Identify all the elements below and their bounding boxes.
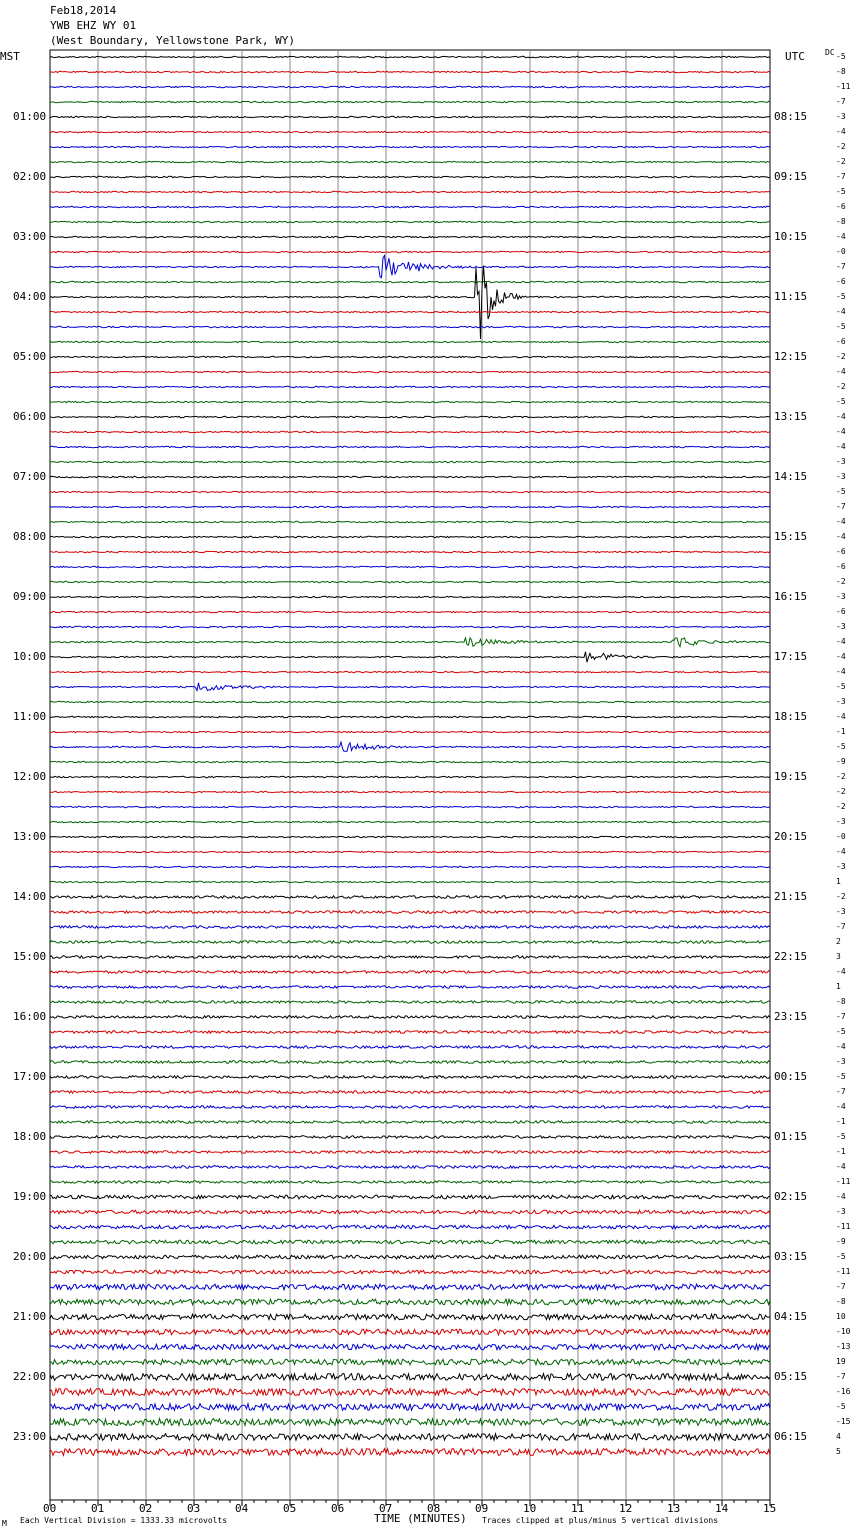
dc-offset-label: -3 [836, 592, 846, 601]
x-tick-label: 11 [571, 1502, 585, 1515]
dc-offset-label: -7 [836, 1087, 846, 1096]
seismogram-trace [50, 566, 770, 567]
seismogram-trace [50, 1091, 770, 1094]
x-tick-label: 05 [283, 1502, 297, 1515]
dc-offset-label: -9 [836, 757, 846, 766]
seismogram-trace [50, 581, 770, 582]
dc-offset-label: -2 [836, 892, 846, 901]
seismogram-trace [50, 401, 770, 402]
seismogram-trace [50, 851, 770, 852]
dc-offset-label: -4 [836, 667, 846, 676]
seismogram-trace [50, 371, 770, 372]
x-tick-label: 10 [523, 1502, 537, 1515]
seismogram-trace [50, 821, 770, 822]
utc-hour-label: 19:15 [774, 770, 808, 783]
seismogram-trace [50, 971, 770, 974]
utc-hour-label: 09:15 [774, 170, 808, 183]
seismogram-trace [50, 506, 770, 507]
seismogram-trace [50, 671, 770, 672]
utc-hour-label: 02:15 [774, 1190, 808, 1203]
seismogram-trace [50, 1166, 770, 1169]
seismogram-trace [50, 161, 770, 162]
dc-offset-label: -1 [836, 1147, 846, 1156]
dc-offset-label: -7 [836, 922, 846, 931]
mst-hour-label: 22:00 [13, 1370, 47, 1383]
dc-offset-label: -4 [836, 427, 846, 436]
seismogram-trace [50, 956, 770, 959]
dc-offset-label: -11 [836, 1177, 850, 1186]
utc-hour-label: 18:15 [774, 710, 808, 723]
seismogram-trace [50, 806, 770, 807]
seismogram-trace [50, 1434, 770, 1441]
mst-hour-label: 18:00 [13, 1130, 47, 1143]
mst-hour-label: 17:00 [13, 1070, 47, 1083]
dc-offset-label: -3 [836, 1207, 846, 1216]
mst-hour-label: 03:00 [13, 230, 47, 243]
dc-offset-label: 1 [836, 982, 841, 991]
seismogram-trace [50, 1374, 770, 1381]
seismogram-trace [50, 926, 770, 929]
seismogram-trace [50, 1240, 770, 1244]
mst-hour-label: 10:00 [13, 650, 47, 663]
dc-offset-label: -0 [836, 832, 846, 841]
mst-hour-label: 15:00 [13, 950, 47, 963]
dc-offset-label: -5 [836, 1132, 846, 1141]
seismogram-trace [50, 101, 770, 102]
seismogram-trace [50, 596, 770, 597]
seismogram-trace [50, 491, 770, 492]
utc-hour-label: 13:15 [774, 410, 808, 423]
dc-offset-label: -2 [836, 577, 846, 586]
dc-offset-label: -3 [836, 472, 846, 481]
seismogram-trace [50, 131, 770, 132]
seismogram-trace [50, 626, 770, 627]
dc-offset-label: -4 [836, 367, 846, 376]
seismogram-trace [50, 521, 770, 522]
dc-offset-label: -5 [836, 487, 846, 496]
seismogram-trace [50, 836, 770, 837]
mst-hour-label: 06:00 [13, 410, 47, 423]
seismogram-trace [50, 416, 770, 417]
utc-hour-label: 11:15 [774, 290, 808, 303]
seismogram-trace [50, 791, 770, 792]
mst-hour-label: 23:00 [13, 1430, 47, 1443]
x-tick-label: 01 [91, 1502, 105, 1515]
seismogram-trace [50, 446, 770, 447]
dc-offset-label: -7 [836, 97, 846, 106]
dc-offset-label: -4 [836, 232, 846, 241]
dc-offset-label: 2 [836, 937, 841, 946]
seismogram-trace [50, 701, 770, 702]
dc-offset-label: -7 [836, 502, 846, 511]
seismogram-trace [50, 1255, 770, 1259]
x-tick-label: 14 [715, 1502, 729, 1515]
mst-hour-label: 05:00 [13, 350, 47, 363]
dc-offset-label: -5 [836, 322, 846, 331]
seismogram-trace [50, 356, 770, 357]
dc-offset-label: -7 [836, 172, 846, 181]
mst-hour-label: 08:00 [13, 530, 47, 543]
dc-offset-label: -3 [836, 817, 846, 826]
seismogram-trace [50, 1449, 770, 1456]
dc-offset-label: -8 [836, 67, 846, 76]
dc-offset-label: -4 [836, 652, 846, 661]
dc-offset-label: -0 [836, 247, 846, 256]
dc-offset-label: -11 [836, 1222, 850, 1231]
utc-hour-label: 22:15 [774, 950, 808, 963]
seismogram-trace [50, 1344, 770, 1350]
utc-hour-label: 21:15 [774, 890, 808, 903]
dc-offset-label: 10 [836, 1312, 846, 1321]
dc-offset-label: -4 [836, 307, 846, 316]
mst-axis-title: MST [0, 50, 20, 63]
seismogram-trace [50, 866, 770, 867]
dc-offset-label: -1 [836, 727, 846, 736]
seismogram-trace [50, 1181, 770, 1184]
dc-offset-label: -1 [836, 1117, 846, 1126]
dc-offset-label: -5 [836, 52, 846, 61]
dc-offset-label: -5 [836, 682, 846, 691]
dc-offset-label: -11 [836, 1267, 850, 1276]
seismogram-trace [50, 1001, 770, 1004]
utc-hour-label: 20:15 [774, 830, 808, 843]
seismogram-trace [50, 1329, 770, 1335]
dc-offset-label: -5 [836, 1027, 846, 1036]
dc-offset-label: -5 [836, 742, 846, 751]
dc-offset-label: -3 [836, 907, 846, 916]
station-location: (West Boundary, Yellowstone Park, WY) [50, 34, 296, 47]
dc-offset-label: -7 [836, 1012, 846, 1021]
seismogram-trace [50, 881, 770, 882]
dc-offset-label: -5 [836, 1072, 846, 1081]
mst-hour-label: 11:00 [13, 710, 47, 723]
seismogram-trace [50, 1106, 770, 1109]
utc-hour-label: 05:15 [774, 1370, 808, 1383]
dc-offset-label: -6 [836, 562, 846, 571]
seismogram-trace [50, 1419, 770, 1426]
utc-hour-label: 06:15 [774, 1430, 808, 1443]
seismogram-trace [50, 941, 770, 944]
dc-offset-label: -8 [836, 997, 846, 1006]
seismogram-trace [50, 1076, 770, 1079]
utc-hour-label: 14:15 [774, 470, 808, 483]
seismogram-trace [50, 1031, 770, 1034]
x-tick-label: 06 [331, 1502, 345, 1515]
seismogram-trace [50, 1210, 770, 1214]
seismogram-trace [50, 176, 770, 177]
dc-offset-label: -3 [836, 1057, 846, 1066]
mst-hour-label: 02:00 [13, 170, 47, 183]
dc-offset-label: -6 [836, 337, 846, 346]
seismogram-trace [50, 86, 770, 87]
dc-offset-label: -10 [836, 1327, 850, 1336]
utc-hour-label: 15:15 [774, 530, 808, 543]
seismogram-trace [50, 716, 770, 717]
seismogram-trace [50, 683, 770, 691]
seismogram-trace [50, 776, 770, 777]
x-tick-label: 13 [667, 1502, 681, 1515]
seismogram-trace [50, 341, 770, 342]
seismogram-trace [50, 1016, 770, 1019]
utc-hour-label: 00:15 [774, 1070, 808, 1083]
seismogram-trace [50, 116, 770, 117]
seismogram-trace [50, 731, 770, 732]
utc-hour-label: 01:15 [774, 1130, 808, 1143]
x-tick-label: 03 [187, 1502, 201, 1515]
seismogram-trace [50, 911, 770, 914]
dc-offset-label: 3 [836, 952, 841, 961]
dc-offset-label: -4 [836, 442, 846, 451]
dc-offset-label: 1 [836, 877, 841, 886]
dc-offset-label: -4 [836, 127, 846, 136]
station-code: YWB EHZ WY 01 [50, 19, 137, 32]
dc-column-title: DC [825, 48, 835, 57]
mst-hour-label: 21:00 [13, 1310, 47, 1323]
dc-offset-label: 5 [836, 1447, 841, 1456]
seismogram-trace [50, 1151, 770, 1154]
seismogram-trace [50, 611, 770, 612]
seismogram-trace [50, 191, 770, 192]
dc-offset-label: -5 [836, 1252, 846, 1261]
dc-offset-label: -4 [836, 1162, 846, 1171]
seismogram-trace [50, 236, 770, 237]
mst-hour-label: 16:00 [13, 1010, 47, 1023]
seismogram-trace [50, 1225, 770, 1229]
utc-hour-label: 08:15 [774, 110, 808, 123]
clip-note: Traces clipped at plus/minus 5 vertical divisions [482, 1516, 719, 1525]
utc-hour-label: 16:15 [774, 590, 808, 603]
utc-hour-label: 10:15 [774, 230, 808, 243]
x-tick-label: 15 [763, 1502, 777, 1515]
x-tick-label: 02 [139, 1502, 153, 1515]
dc-offset-label: -11 [836, 82, 850, 91]
dc-offset-label: -5 [836, 1402, 846, 1411]
mst-hour-label: 19:00 [13, 1190, 47, 1203]
dc-offset-label: -4 [836, 637, 846, 646]
dc-offset-label: -4 [836, 712, 846, 721]
seismogram-trace [50, 221, 770, 222]
dc-offset-label: -4 [836, 1102, 846, 1111]
mst-hour-label: 13:00 [13, 830, 47, 843]
dc-offset-label: -7 [836, 1372, 846, 1381]
dc-offset-label: -4 [836, 517, 846, 526]
seismogram-trace [50, 326, 770, 327]
dc-offset-label: -5 [836, 292, 846, 301]
x-tick-label: 09 [475, 1502, 489, 1515]
utc-hour-label: 04:15 [774, 1310, 808, 1323]
seismogram-trace [50, 652, 770, 662]
dc-offset-label: -4 [836, 532, 846, 541]
utc-axis-title: UTC [785, 50, 805, 63]
seismogram-trace [50, 256, 770, 278]
seismogram-trace [50, 461, 770, 462]
dc-offset-label: -2 [836, 787, 846, 796]
dc-offset-label: -3 [836, 457, 846, 466]
mst-hour-label: 07:00 [13, 470, 47, 483]
dc-offset-label: -2 [836, 802, 846, 811]
dc-offset-label: -9 [836, 1237, 846, 1246]
mst-hour-label: 09:00 [13, 590, 47, 603]
dc-offset-label: -2 [836, 157, 846, 166]
seismogram-trace [50, 71, 770, 72]
dc-offset-label: -7 [836, 262, 846, 271]
dc-offset-label: -15 [836, 1417, 850, 1426]
mst-hour-label: 04:00 [13, 290, 47, 303]
seismogram-trace [50, 1195, 770, 1199]
dc-offset-label: -2 [836, 382, 846, 391]
seismogram-trace [50, 1299, 770, 1305]
dc-offset-label: -2 [836, 772, 846, 781]
seismogram-trace [50, 206, 770, 207]
mst-hour-label: 01:00 [13, 110, 47, 123]
x-axis-title: TIME (MINUTES) [374, 1512, 467, 1525]
seismogram-trace [50, 1404, 770, 1411]
seismogram-trace [50, 1270, 770, 1274]
seismogram-trace [50, 638, 770, 647]
scale-note: Each Vertical Division = 1333.33 microvolts [20, 1516, 228, 1525]
seismogram-trace [50, 281, 770, 282]
dc-offset-label: -6 [836, 202, 846, 211]
dc-offset-label: -3 [836, 862, 846, 871]
x-tick-label: 12 [619, 1502, 633, 1515]
dc-offset-label: -2 [836, 142, 846, 151]
seismogram-trace [50, 431, 770, 432]
x-tick-label: 07 [379, 1502, 393, 1515]
dc-offset-label: -5 [836, 187, 846, 196]
seismogram-trace [50, 56, 770, 57]
dc-offset-label: 4 [836, 1432, 841, 1441]
x-tick-label: 00 [43, 1502, 57, 1515]
seismogram-trace [50, 1389, 770, 1396]
dc-offset-label: -3 [836, 112, 846, 121]
mst-hour-label: 20:00 [13, 1250, 47, 1263]
dc-offset-label: -2 [836, 352, 846, 361]
corner-mark: M [2, 1519, 7, 1528]
dc-offset-label: -3 [836, 697, 846, 706]
utc-hour-label: 03:15 [774, 1250, 808, 1263]
plot-date: Feb18,2014 [50, 4, 117, 17]
seismogram-trace [50, 1061, 770, 1064]
dc-offset-label: -3 [836, 622, 846, 631]
seismogram-trace [50, 1359, 770, 1365]
dc-offset-label: -8 [836, 1297, 846, 1306]
x-tick-label: 04 [235, 1502, 249, 1515]
seismogram-trace [50, 742, 770, 751]
dc-offset-label: -5 [836, 397, 846, 406]
dc-offset-label: -16 [836, 1387, 850, 1396]
seismogram-trace [50, 761, 770, 762]
dc-offset-label: 19 [836, 1357, 846, 1366]
seismogram-trace [50, 1121, 770, 1124]
seismogram-trace [50, 476, 770, 477]
dc-offset-label: -4 [836, 1192, 846, 1201]
dc-offset-label: -4 [836, 967, 846, 976]
seismogram-trace [50, 986, 770, 989]
seismogram-trace [50, 251, 770, 252]
dc-offset-label: -4 [836, 847, 846, 856]
dc-offset-label: -6 [836, 547, 846, 556]
dc-offset-label: -6 [836, 607, 846, 616]
dc-offset-label: -8 [836, 217, 846, 226]
seismogram-trace [50, 896, 770, 899]
dc-offset-label: -4 [836, 1042, 846, 1051]
seismogram-trace [50, 1046, 770, 1049]
dc-offset-label: -4 [836, 412, 846, 421]
seismogram-trace [50, 1314, 770, 1320]
seismogram-trace [50, 551, 770, 552]
dc-offset-label: -7 [836, 1282, 846, 1291]
utc-hour-label: 23:15 [774, 1010, 808, 1023]
dc-offset-label: -13 [836, 1342, 850, 1351]
seismogram-trace [50, 386, 770, 387]
x-tick-label: 08 [427, 1502, 441, 1515]
seismogram-trace [50, 311, 770, 312]
mst-hour-label: 14:00 [13, 890, 47, 903]
dc-offset-label: -6 [836, 277, 846, 286]
seismogram-trace [50, 1136, 770, 1139]
seismogram-trace [50, 146, 770, 147]
seismogram-trace [50, 1284, 770, 1290]
seismogram-trace [50, 536, 770, 537]
utc-hour-label: 17:15 [774, 650, 808, 663]
mst-hour-label: 12:00 [13, 770, 47, 783]
utc-hour-label: 12:15 [774, 350, 808, 363]
